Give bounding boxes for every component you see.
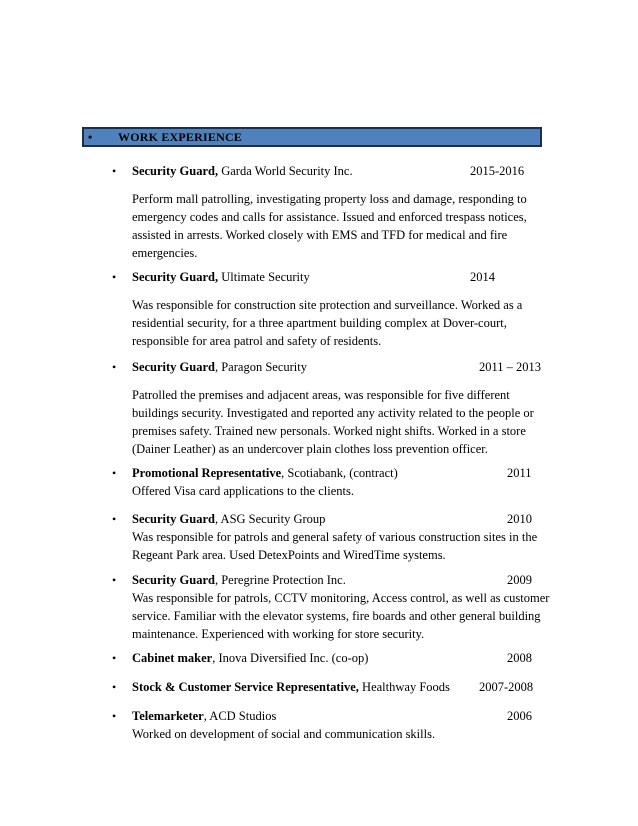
experience-entry: [0, 707, 638, 741]
entry-role: Security Guard: [132, 360, 215, 374]
entry-title: [132, 707, 276, 725]
entry-company: , Inova Diversified Inc. (co-op): [212, 651, 369, 665]
entry-role: Security Guard,: [132, 270, 219, 284]
entry-title: [132, 162, 353, 180]
entry-date: 2009: [507, 573, 532, 587]
entry-role: Security Guard,: [132, 164, 219, 178]
entry-date: 2014: [470, 270, 495, 284]
entry-date: 2008: [507, 651, 532, 665]
entry-role: Security Guard: [132, 573, 215, 587]
section-title: WORK EXPERIENCE: [118, 130, 243, 144]
entry-bullet: •: [112, 709, 117, 723]
entry-bullet: •: [112, 573, 117, 587]
entry-date: 2011: [507, 466, 532, 480]
entry-company: , ACD Studios: [203, 709, 277, 723]
entry-bullet: •: [112, 466, 117, 480]
entry-description: Was responsible for patrols and general safety of various construction sites in the Regeant Park area. Used DetexPoints and WiredTime systems.: [132, 530, 538, 562]
entry-date: 2006: [507, 709, 532, 723]
entry-title: [132, 464, 398, 482]
experience-entry: [0, 162, 638, 260]
entry-title: [132, 268, 310, 286]
entry-date: 2010: [507, 512, 532, 526]
entry-company: Healthway Foods: [358, 680, 450, 694]
experience-entry: [0, 678, 638, 696]
entry-company: , Scotiabank, (contract): [281, 466, 398, 480]
experience-entry: [0, 268, 638, 348]
entry-bullet: •: [112, 651, 117, 665]
entry-bullet: •: [112, 164, 117, 178]
entry-date: 2011 – 2013: [479, 360, 542, 374]
entry-role: Stock & Customer Service Representative,: [132, 680, 359, 694]
entry-title: [132, 678, 450, 696]
entry-description: Patrolled the premises and adjacent areas, was responsible for five different buildings security. Investigated and reported any activity related to the people or premises safety. Trained new personals. Worked night shifts. Worked in a store (Dainer Leather) as an undercover plain clothes loss prevention officer.: [132, 388, 534, 456]
entry-title: [132, 649, 368, 667]
entry-bullet: •: [112, 680, 117, 694]
entry-date: 2015-2016: [470, 164, 525, 178]
entry-role: Telemarketer: [132, 709, 204, 723]
entry-description: Was responsible for construction site protection and surveillance. Worked as a residential security, for a three apartment building complex at Dover-court, responsible for area patrol and safety of residents.: [132, 298, 523, 348]
entry-company: , Peregrine Protection Inc.: [214, 573, 346, 587]
entry-description: Was responsible for patrols, CCTV monitoring, Access control, as well as customer service. Familiar with the elevator systems, fire boards and other general building maintenance. Experienced with working for store security.: [132, 591, 550, 641]
experience-entry: [0, 571, 638, 641]
experience-entry: [0, 649, 638, 667]
entry-company: , ASG Security Group: [214, 512, 326, 526]
entry-date: 2007-2008: [479, 680, 534, 694]
entry-bullet: •: [112, 270, 117, 284]
entry-company: Ultimate Security: [218, 270, 310, 284]
entry-role: Cabinet maker: [132, 651, 213, 665]
entry-bullet: •: [112, 512, 117, 526]
entry-company: , Paragon Security: [214, 360, 307, 374]
entry-bullet: •: [112, 360, 117, 374]
entry-title: [132, 510, 325, 528]
experience-entry: [0, 464, 638, 498]
entry-description: Worked on development of social and communication skills.: [132, 727, 436, 741]
entry-company: Garda World Security Inc.: [218, 164, 353, 178]
experience-entry: [0, 510, 638, 562]
entry-role: Promotional Representative: [132, 466, 282, 480]
entry-description: Offered Visa card applications to the clients.: [132, 484, 354, 498]
entry-title: [132, 571, 346, 589]
entry-title: [132, 358, 307, 376]
experience-entry: [0, 358, 638, 456]
entry-description: Perform mall patrolling, investigating property loss and damage, responding to emergency codes and calls for assistance. Issued and enforced trespass notices, assisted in arrests. Worked closely with EMS and TFD for medical and fire emergencies.: [132, 192, 527, 260]
entry-role: Security Guard: [132, 512, 215, 526]
section-bullet: •: [88, 130, 93, 144]
